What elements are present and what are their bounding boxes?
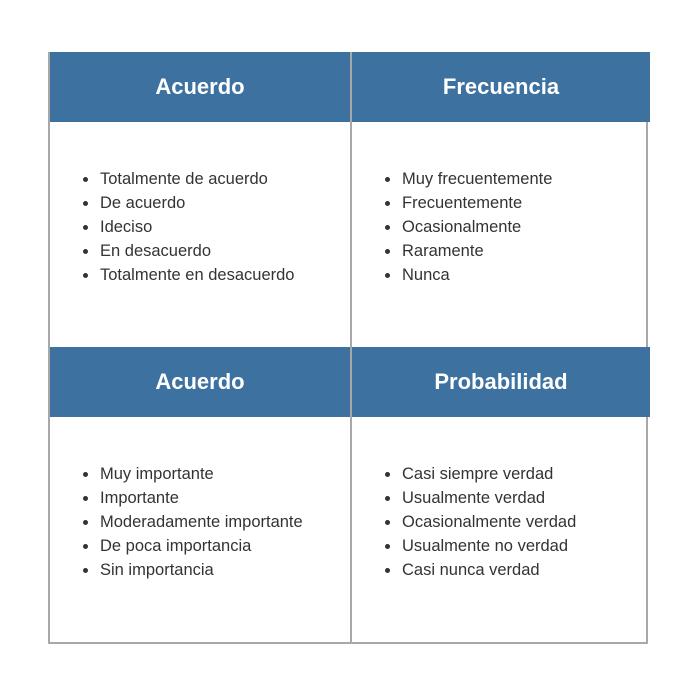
list-item: Sin importancia: [80, 558, 303, 582]
list-item: Frecuentemente: [382, 191, 552, 215]
option-list: [382, 167, 552, 287]
list-item: De acuerdo: [80, 191, 294, 215]
list-item: En desacuerdo: [80, 239, 294, 263]
list-item: Ocasionalmente verdad: [382, 510, 576, 534]
list-item: Totalmente en desacuerdo: [80, 263, 294, 287]
cell-frecuencia: [350, 52, 650, 348]
cell-acuerdo: [50, 52, 350, 348]
cell-header: Frecuencia: [352, 52, 650, 122]
cell-header: Acuerdo: [50, 347, 350, 417]
list-item: Importante: [80, 486, 303, 510]
list-item: Nunca: [382, 263, 552, 287]
likert-scale-table: [48, 52, 648, 644]
list-item: Casi siempre verdad: [382, 462, 576, 486]
list-item: Raramente: [382, 239, 552, 263]
list-item: De poca importancia: [80, 534, 303, 558]
cell-importancia: [50, 347, 350, 643]
list-item: Casi nunca verdad: [382, 558, 576, 582]
list-item: Ideciso: [80, 215, 294, 239]
list-item: Usualmente no verdad: [382, 534, 576, 558]
list-item: Ocasionalmente: [382, 215, 552, 239]
list-item: Muy frecuentemente: [382, 167, 552, 191]
cell-header: Probabilidad: [352, 347, 650, 417]
list-item: Muy importante: [80, 462, 303, 486]
cell-header: Acuerdo: [50, 52, 350, 122]
option-list: [80, 167, 294, 287]
list-item: Moderadamente importante: [80, 510, 303, 534]
list-item: Usualmente verdad: [382, 486, 576, 510]
cell-probabilidad: [350, 347, 650, 643]
option-list: [382, 462, 576, 582]
list-item: Totalmente de acuerdo: [80, 167, 294, 191]
option-list: [80, 462, 303, 582]
